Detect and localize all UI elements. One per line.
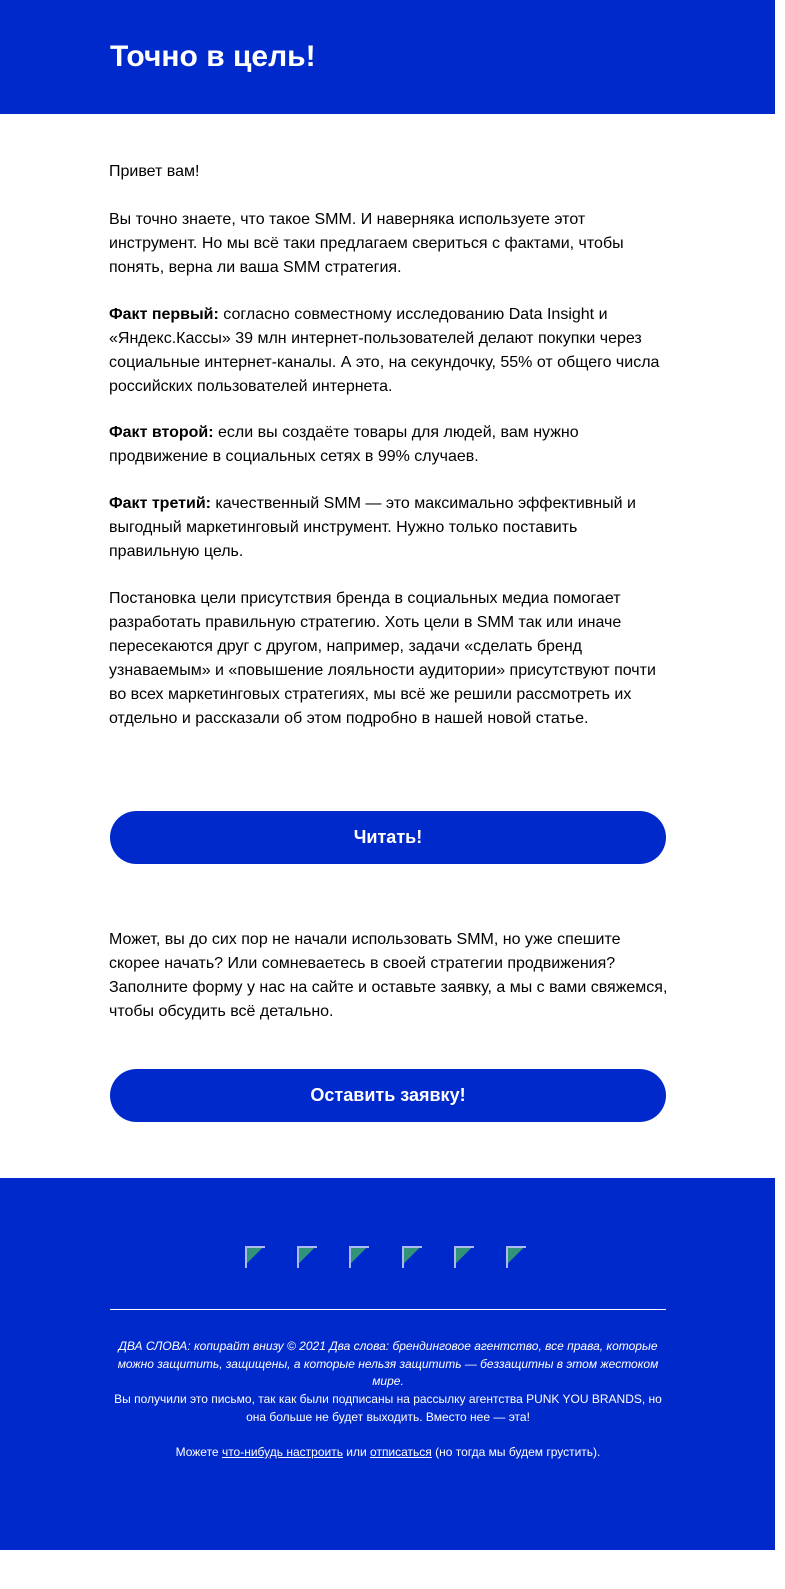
fact-1-paragraph — [109, 303, 669, 399]
greeting-text: Привет вам! — [109, 163, 200, 180]
social-icon-1[interactable] — [245, 1246, 265, 1268]
fact-1-label: Факт первый: — [109, 306, 219, 323]
fact-3-paragraph — [109, 492, 669, 564]
social-icon-3[interactable] — [349, 1246, 369, 1268]
fact-3-text: качественный SMM — это максимально эффективный и выгодный маркетинговый инструмент. Нужно только поставить правильную цель. — [109, 495, 636, 560]
apply-button[interactable]: Оставить заявку! — [110, 1069, 666, 1122]
fact-2-label: Факт второй: — [109, 424, 214, 441]
social-icon-6[interactable] — [506, 1246, 526, 1268]
fact-2-text: если вы создаёте товары для людей, вам нужно продвижение в социальных сетях в 99% случаев. — [109, 424, 579, 465]
subscription-notice: Вы получили это письмо, так как были подписаны на рассылку агентства PUNK YOU BRANDS, но она больше не будет выходить. Вместо нее — эта! — [114, 1392, 662, 1424]
email-header — [0, 0, 775, 114]
social-icon-5[interactable] — [454, 1246, 474, 1268]
fact-1-text: согласно совместному исследованию Data Insight и «Яндекс.Кассы» 39 млн интернет-пользователей делают покупки через социальные интернет-каналы. А это, на секундочку, 55% от общего числа российских пользователей интернета. — [109, 306, 660, 395]
manage-prefix: Можете — [175, 1445, 222, 1460]
read-button[interactable]: Читать! — [110, 811, 666, 864]
intro-paragraph: Вы точно знаете, что такое SMM. И наверняка используете этот инструмент. Но мы всё таки предлагаем свериться с фактами, чтобы понять, верна ли ваша SMM стратегия. — [109, 211, 624, 276]
unsubscribe-link[interactable]: отписаться — [370, 1445, 432, 1460]
copyright-text: ДВА СЛОВА: копирайт внизу © 2021 Два слова: брендинговое агентство, все права, которые можно защитить, защищены, а которые нельзя защитить — беззащитны в этом жестоком мире. — [117, 1339, 659, 1389]
email-footer — [0, 1178, 775, 1550]
social-links — [245, 1246, 545, 1268]
manage-or: или — [342, 1445, 371, 1460]
goal-paragraph: Постановка цели присутствия бренда в социальных медиа помогает разработать правильную стратегию. Хоть цели в SMM так или иначе пересекаются друг с другом, например, задачи «сделать бренд узнаваемым» и «повышение лояльности аудитории» присутствуют почти во всех маркетинговых стратегиях, мы всё же решили рассмотреть их отдельно и рассказали об этом подробно в нашей новой статье. — [109, 590, 656, 727]
email-title: Точно в цель! — [110, 40, 316, 73]
social-icon-2[interactable] — [297, 1246, 317, 1268]
footer-divider — [110, 1309, 666, 1310]
fact-3-label: Факт третий: — [109, 495, 211, 512]
social-icon-4[interactable] — [402, 1246, 422, 1268]
settings-link[interactable]: что-нибудь настроить — [221, 1445, 343, 1460]
manage-line — [112, 1444, 664, 1462]
cta-paragraph: Может, вы до сих пор не начали использовать SMM, но уже спешите скорее начать? Или сомневаетесь в своей стратегии продвижения? Заполните форму у нас на сайте и оставьте заявку, а мы с вами свяжемся, чтобы обсудить всё детально. — [109, 931, 668, 1020]
manage-suffix: (но тогда мы будем грустить). — [431, 1445, 601, 1460]
legal-text — [112, 1338, 664, 1462]
fact-2-paragraph — [109, 421, 669, 469]
